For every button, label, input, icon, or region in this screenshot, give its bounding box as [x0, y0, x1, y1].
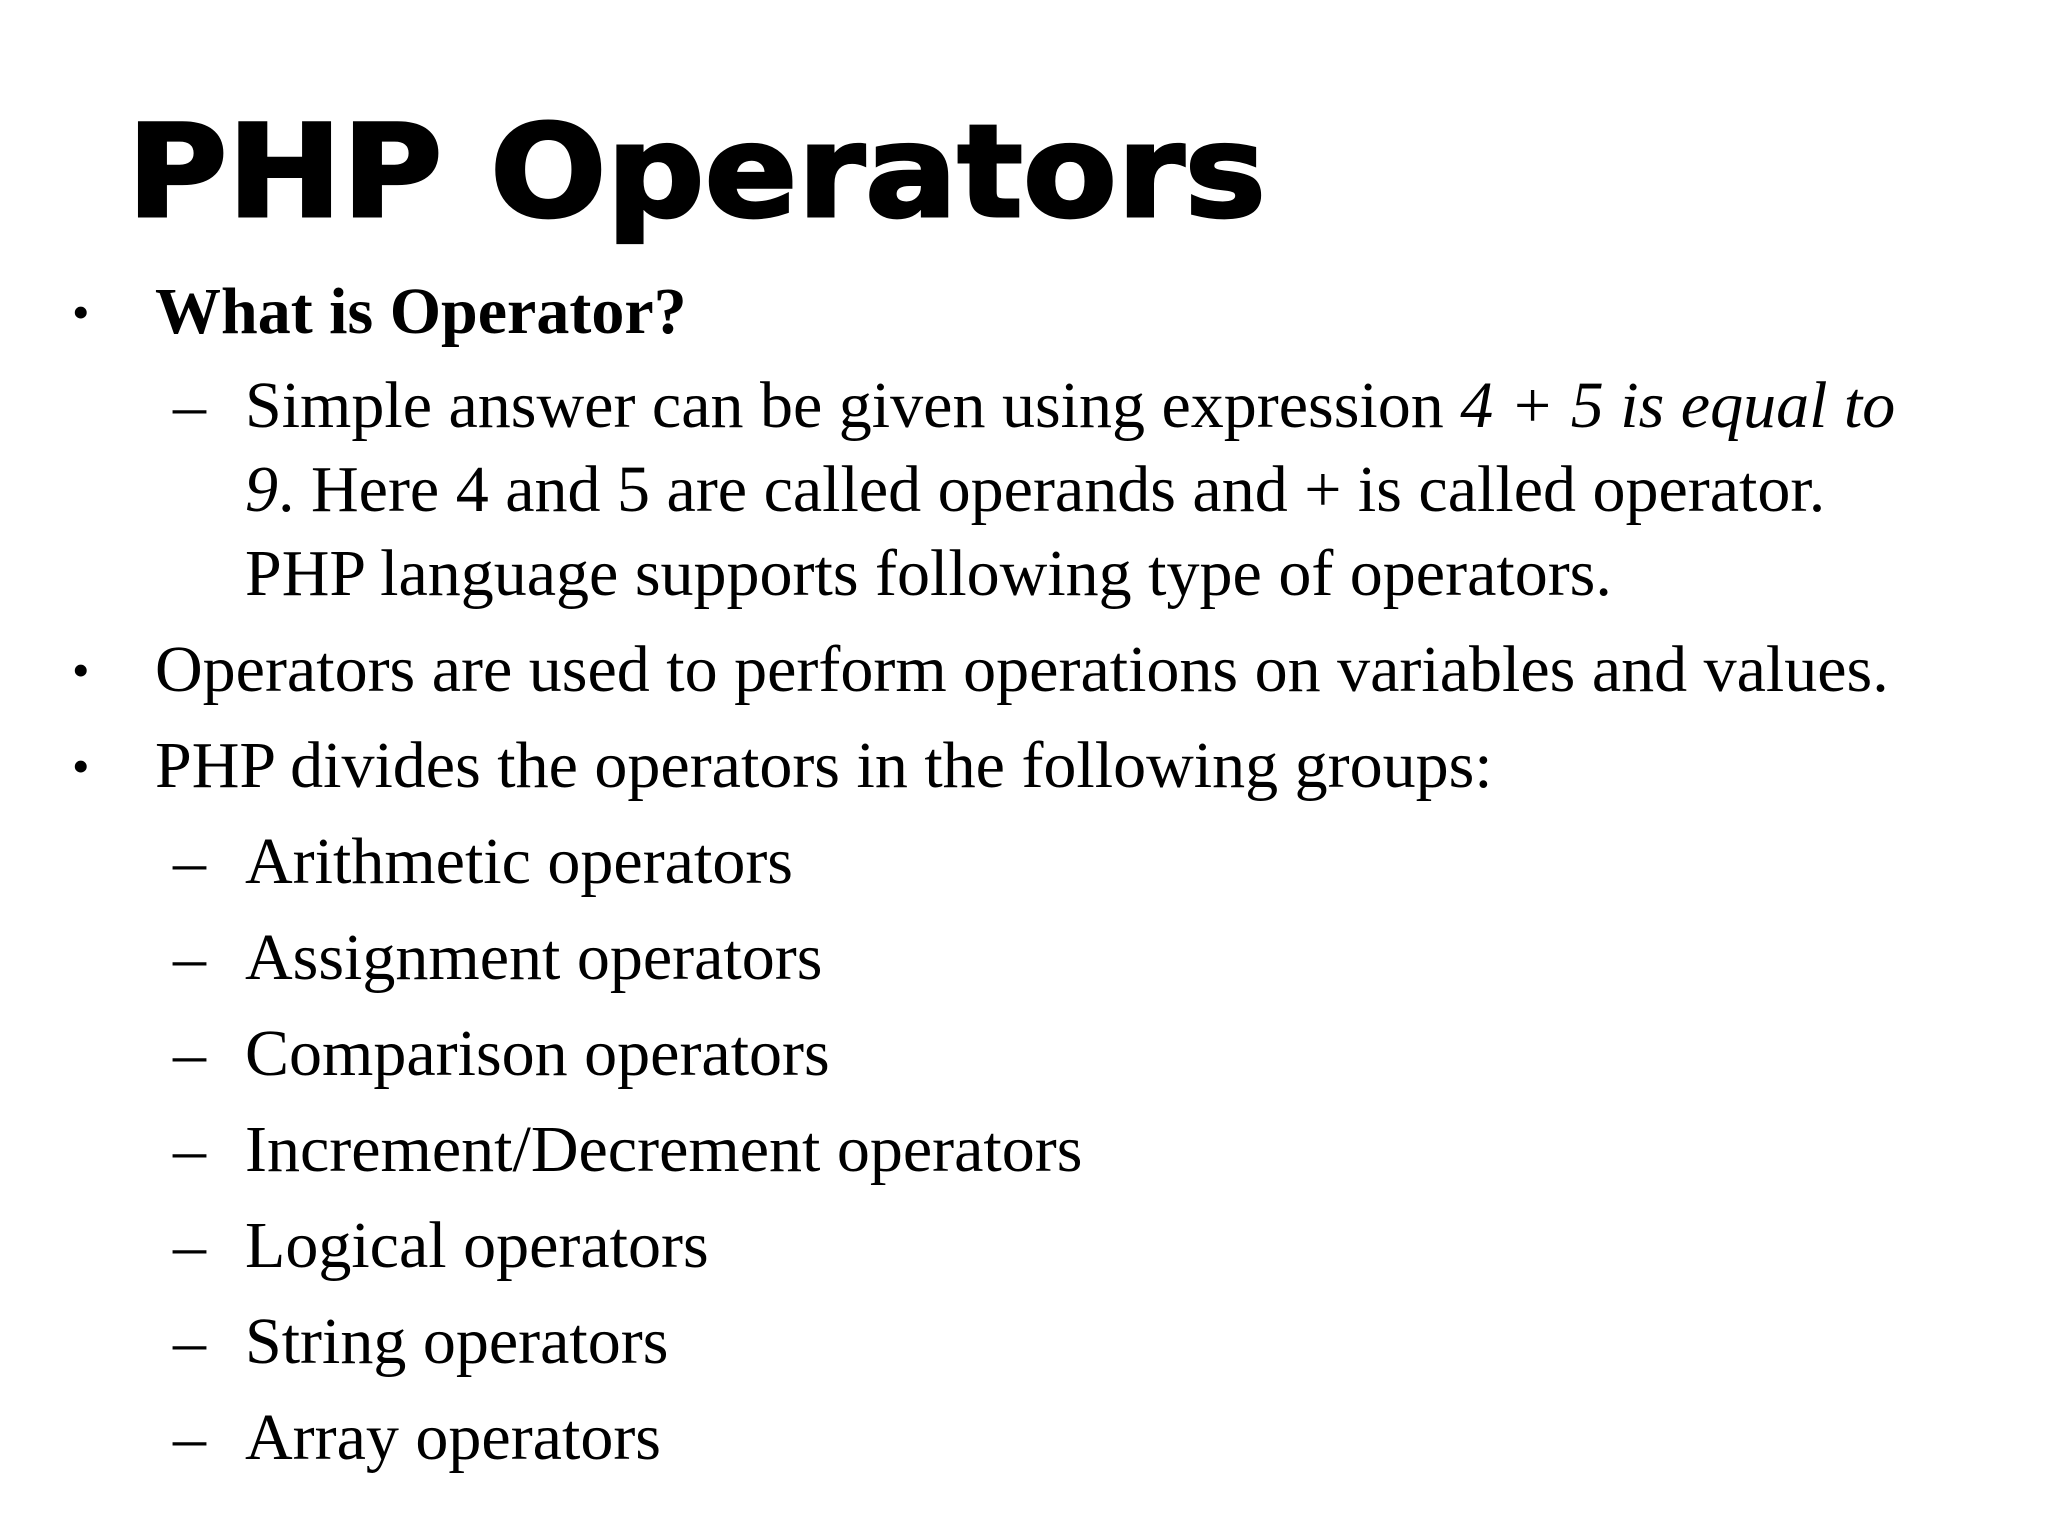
bullet-text-php-divides: PHP divides the operators in the following groups: — [155, 729, 1493, 802]
group-comparison: Comparison operators — [245, 1017, 830, 1090]
bullet-symbol: • — [72, 642, 90, 698]
sub-text-line-1-italic: 4 + 5 is equal to — [1460, 369, 1896, 442]
group-increment-decrement: Increment/Decrement operators — [245, 1113, 1083, 1186]
dash-symbol: – — [173, 1017, 206, 1090]
group-string: String operators — [245, 1305, 669, 1378]
dash-symbol: – — [173, 1401, 206, 1474]
dash-symbol: – — [173, 1209, 206, 1282]
group-array: Array operators — [245, 1401, 661, 1474]
bullet-symbol: • — [72, 738, 90, 794]
sub-text-line-2-italic: 9 — [245, 453, 278, 526]
bullet-symbol: • — [72, 284, 90, 340]
group-arithmetic: Arithmetic operators — [245, 825, 793, 898]
slide-title: PHP Operators — [127, 98, 1267, 247]
sub-text-line-3: PHP language supports following type of operators. — [245, 537, 1612, 610]
dash-symbol: – — [173, 825, 206, 898]
dash-symbol: – — [173, 369, 206, 442]
group-logical: Logical operators — [245, 1209, 709, 1282]
bullet-text-what-is-operator: What is Operator? — [155, 275, 687, 348]
dash-symbol: – — [173, 1305, 206, 1378]
sub-text-line-1-a: Simple answer can be given using expression — [245, 369, 1461, 442]
bullet-text-operators-used: Operators are used to perform operations on variables and values. — [155, 633, 1889, 706]
dash-symbol: – — [173, 921, 206, 994]
group-assignment: Assignment operators — [245, 921, 823, 994]
dash-symbol: – — [173, 1113, 206, 1186]
sub-text-line-1 — [245, 364, 1895, 448]
sub-text-line-2 — [245, 448, 1825, 532]
sub-text-line-2-b: . Here 4 and 5 are called operands and + is called operator. — [278, 453, 1826, 526]
